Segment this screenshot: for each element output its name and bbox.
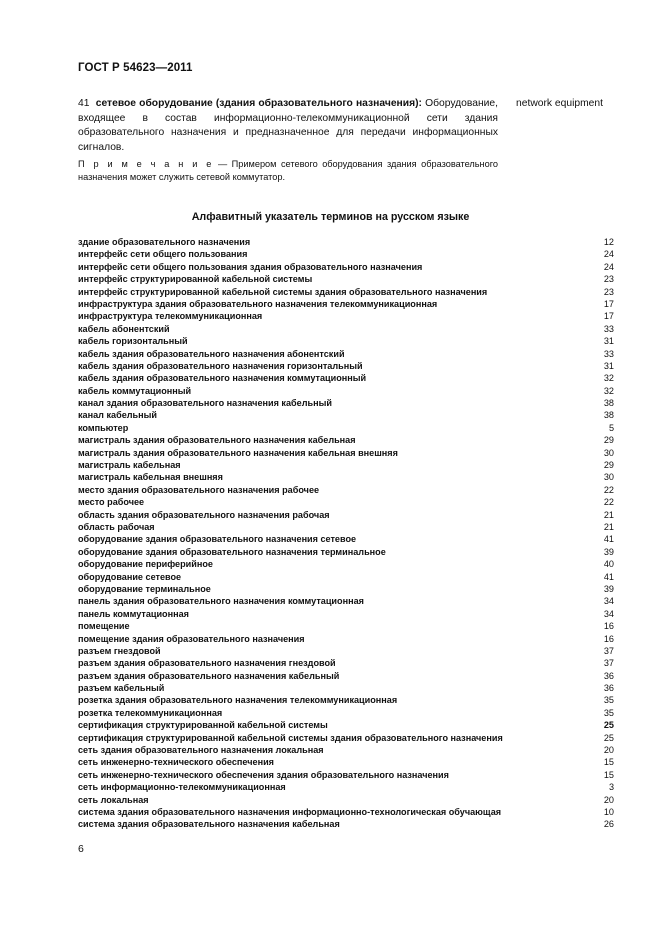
index-entry-page: 40 xyxy=(603,559,614,570)
index-entry-page: 32 xyxy=(603,373,614,384)
index-entry-page: 31 xyxy=(603,336,614,347)
index-entry xyxy=(78,447,614,459)
index-entry-term: интерфейс сети общего пользования здания образовательного назначения xyxy=(78,261,423,272)
index-entry-page: 33 xyxy=(603,348,614,359)
index-entry xyxy=(78,335,614,347)
index-entry-term: кабель горизонтальный xyxy=(78,336,188,347)
index-entry-term: помещение здания образовательного назначения xyxy=(78,633,305,644)
index-entry-page: 22 xyxy=(603,484,614,495)
index-entry xyxy=(78,323,614,335)
index-entry-term: помещение xyxy=(78,621,130,632)
index-entry-term: оборудование терминальное xyxy=(78,583,211,594)
index-entry-term: интерфейс структурированной кабельной системы xyxy=(78,274,313,285)
index-entry-term: кабель здания образовательного назначения абонентский xyxy=(78,348,345,359)
index-entry-page: 34 xyxy=(603,596,614,607)
index-entry xyxy=(78,694,614,706)
index-entry xyxy=(78,459,614,471)
index-entry-term: канал кабельный xyxy=(78,410,157,421)
index-entry xyxy=(78,484,614,496)
index-entry-term: сертификация структурированной кабельной системы xyxy=(78,720,328,731)
index-entry xyxy=(78,818,614,830)
index-entry-page: 20 xyxy=(603,794,614,805)
index-entry-page: 3 xyxy=(608,782,614,793)
index-entry-term: магистраль здания образовательного назначения кабельная xyxy=(78,435,356,446)
index-entry-term: интерфейс структурированной кабельной системы здания образовательного назначения xyxy=(78,286,488,297)
index-entry-page: 39 xyxy=(603,546,614,557)
index-entry xyxy=(78,756,614,768)
index-entry xyxy=(78,273,614,285)
document-header: ГОСТ Р 54623—2011 xyxy=(78,62,193,74)
index-entry-page: 15 xyxy=(603,769,614,780)
index-entry-page: 26 xyxy=(603,819,614,830)
index-entry xyxy=(78,670,614,682)
note-text: — Примером сетевого оборудования здания образовательного назначения может служить сетевой коммутатор. xyxy=(78,159,499,182)
index-entry xyxy=(78,633,614,645)
index-entry-term: разъем здания образовательного назначения гнездовой xyxy=(78,658,336,669)
index-entry xyxy=(78,546,614,558)
index-entry-term: панель коммутационная xyxy=(78,608,189,619)
index-entry xyxy=(78,682,614,694)
index-entry-page: 21 xyxy=(603,521,614,532)
index-entry-page: 29 xyxy=(603,460,614,471)
index-entry-term: оборудование здания образовательного назначения сетевое xyxy=(78,534,357,545)
index-entry-page: 10 xyxy=(603,806,614,817)
index-entry-page: 21 xyxy=(603,509,614,520)
index-entry-page: 38 xyxy=(603,398,614,409)
index-entry xyxy=(78,248,614,260)
index-entry xyxy=(78,781,614,793)
page-number: 6 xyxy=(78,843,84,855)
index-entry-term: сеть локальная xyxy=(78,794,149,805)
index-entry-page: 22 xyxy=(603,497,614,508)
index-entry-term: магистраль кабельная внешняя xyxy=(78,472,223,483)
index-entry-page: 31 xyxy=(603,360,614,371)
index-entry xyxy=(78,471,614,483)
index-entry-term: сеть инженерно-технического обеспечения xyxy=(78,757,274,768)
index-entry-term: область рабочая xyxy=(78,521,155,532)
index-entry xyxy=(78,372,614,384)
index-entry xyxy=(78,806,614,818)
index-entry-term: сеть инженерно-технического обеспечения здания образовательного назначения xyxy=(78,769,449,780)
index-entry-page: 23 xyxy=(603,286,614,297)
index-entry xyxy=(78,769,614,781)
index-entry xyxy=(78,409,614,421)
index-entry-page: 12 xyxy=(603,237,614,247)
note-label: П р и м е ч а н и е xyxy=(78,159,214,169)
index-entry-term: разъем гнездовой xyxy=(78,645,161,656)
index-entry-term: оборудование сетевое xyxy=(78,571,182,582)
index-entry-page: 38 xyxy=(603,410,614,421)
index-entry-page: 5 xyxy=(608,422,614,433)
term-title: сетевое оборудование (здания образовательного назначения): xyxy=(95,98,422,109)
index-entry-term: инфраструктура телекоммуникационная xyxy=(78,311,263,322)
index-entry-page: 30 xyxy=(603,472,614,483)
index-entry-term: кабель здания образовательного назначения горизонтальный xyxy=(78,360,363,371)
index-entry-page: 37 xyxy=(603,645,614,656)
index-entry-page: 20 xyxy=(603,745,614,756)
index-entry-page: 37 xyxy=(603,658,614,669)
index-entry xyxy=(78,298,614,310)
index-entry-page: 30 xyxy=(603,447,614,458)
index-entry xyxy=(78,645,614,657)
index-entry xyxy=(78,608,614,620)
index-entry xyxy=(78,533,614,545)
index-entry xyxy=(78,583,614,595)
index-entry-term: сеть информационно-телекоммуникационная xyxy=(78,782,286,793)
index-entry xyxy=(78,558,614,570)
index-entry-page: 23 xyxy=(603,274,614,285)
index-entry xyxy=(78,595,614,607)
index-entry-page: 41 xyxy=(603,534,614,545)
index-entry-page: 16 xyxy=(603,633,614,644)
index-entry-term: сертификация структурированной кабельной системы здания образовательного назначения xyxy=(78,732,503,743)
index-entry xyxy=(78,261,614,273)
index-entry-page: 17 xyxy=(603,298,614,309)
index-entry-term: оборудование здания образовательного назначения терминальное xyxy=(78,546,386,557)
index-entry xyxy=(78,707,614,719)
index-entry xyxy=(78,657,614,669)
index-entry-term: канал здания образовательного назначения кабельный xyxy=(78,398,332,409)
index-entry-page: 36 xyxy=(603,683,614,694)
index-entry xyxy=(78,744,614,756)
index-entry-page: 29 xyxy=(603,435,614,446)
index-entry xyxy=(78,794,614,806)
term-definition: Оборудование, входящее в состав информационно-телекоммуникационной сети здания образовательного назначения и предназначенное для передачи информационных сигналов. xyxy=(78,98,498,153)
index-entry-page: 15 xyxy=(603,757,614,768)
index-entry-term: место здания образовательного назначения рабочее xyxy=(78,484,320,495)
index-entry xyxy=(78,397,614,409)
index-entry-page: 34 xyxy=(603,608,614,619)
index-entry xyxy=(78,422,614,434)
index-entry-page: 35 xyxy=(603,695,614,706)
index-entry xyxy=(78,348,614,360)
index-entry-term: область здания образовательного назначения рабочая xyxy=(78,509,330,520)
index-entry-term: интерфейс сети общего пользования xyxy=(78,249,248,260)
index-entry-term: кабель здания образовательного назначения коммутационный xyxy=(78,373,367,384)
index-entry xyxy=(78,385,614,397)
index-entry-term: розетка телекоммуникационная xyxy=(78,707,223,718)
index-entry-page: 24 xyxy=(603,249,614,260)
index-entry-page: 39 xyxy=(603,583,614,594)
index-entry-term: розетка здания образовательного назначения телекоммуникационная xyxy=(78,695,398,706)
index-entry-term: здание образовательного назначения xyxy=(78,237,251,247)
index-entry xyxy=(78,571,614,583)
index-entry xyxy=(78,719,614,731)
index-entry-term: разъем здания образовательного назначения кабельный xyxy=(78,670,340,681)
index-entry-term: кабель абонентский xyxy=(78,323,170,334)
index-entry-page: 17 xyxy=(603,311,614,322)
index-entry xyxy=(78,521,614,533)
index-entry-term: место рабочее xyxy=(78,497,145,508)
term-entry-41 xyxy=(78,97,498,155)
index-entry-page: 24 xyxy=(603,261,614,272)
index-entry xyxy=(78,732,614,744)
index-entry xyxy=(78,620,614,632)
index-entry-term: панель здания образовательного назначения коммутационная xyxy=(78,596,364,607)
alphabetical-index xyxy=(78,236,614,831)
index-entry xyxy=(78,236,614,248)
term-english-equivalent: network equipment xyxy=(516,98,604,109)
index-entry xyxy=(78,434,614,446)
index-entry xyxy=(78,509,614,521)
index-entry-page: 36 xyxy=(603,670,614,681)
index-entry xyxy=(78,360,614,372)
index-entry xyxy=(78,310,614,322)
index-entry xyxy=(78,496,614,508)
index-entry-term: кабель коммутационный xyxy=(78,385,192,396)
index-entry-page: 25 xyxy=(603,732,614,743)
index-entry-page: 32 xyxy=(603,385,614,396)
index-entry-term: компьютер xyxy=(78,422,129,433)
index-entry-page: 35 xyxy=(603,707,614,718)
index-entry-term: система здания образовательного назначения информационно-технологическая обучающая xyxy=(78,806,502,817)
term-number: 41 xyxy=(78,98,90,109)
index-entry-term: магистраль кабельная xyxy=(78,460,181,471)
index-entry-term: система здания образовательного назначения кабельная xyxy=(78,819,340,830)
index-entry-page: 41 xyxy=(603,571,614,582)
index-title: Алфавитный указатель терминов на русском языке xyxy=(191,211,470,223)
index-entry xyxy=(78,286,614,298)
index-entry-term: разъем кабельный xyxy=(78,683,165,694)
index-entry-term: инфраструктура здания образовательного назначения телекоммуникационная xyxy=(78,298,438,309)
index-entry-term: магистраль здания образовательного назначения кабельная внешняя xyxy=(78,447,398,458)
index-entry-term: оборудование периферийное xyxy=(78,559,213,570)
index-entry-page: 16 xyxy=(603,621,614,632)
note-paragraph xyxy=(78,158,498,184)
index-entry-page: 25 xyxy=(603,720,614,731)
index-entry-term: сеть здания образовательного назначения локальная xyxy=(78,745,324,756)
index-entry-page: 33 xyxy=(603,323,614,334)
